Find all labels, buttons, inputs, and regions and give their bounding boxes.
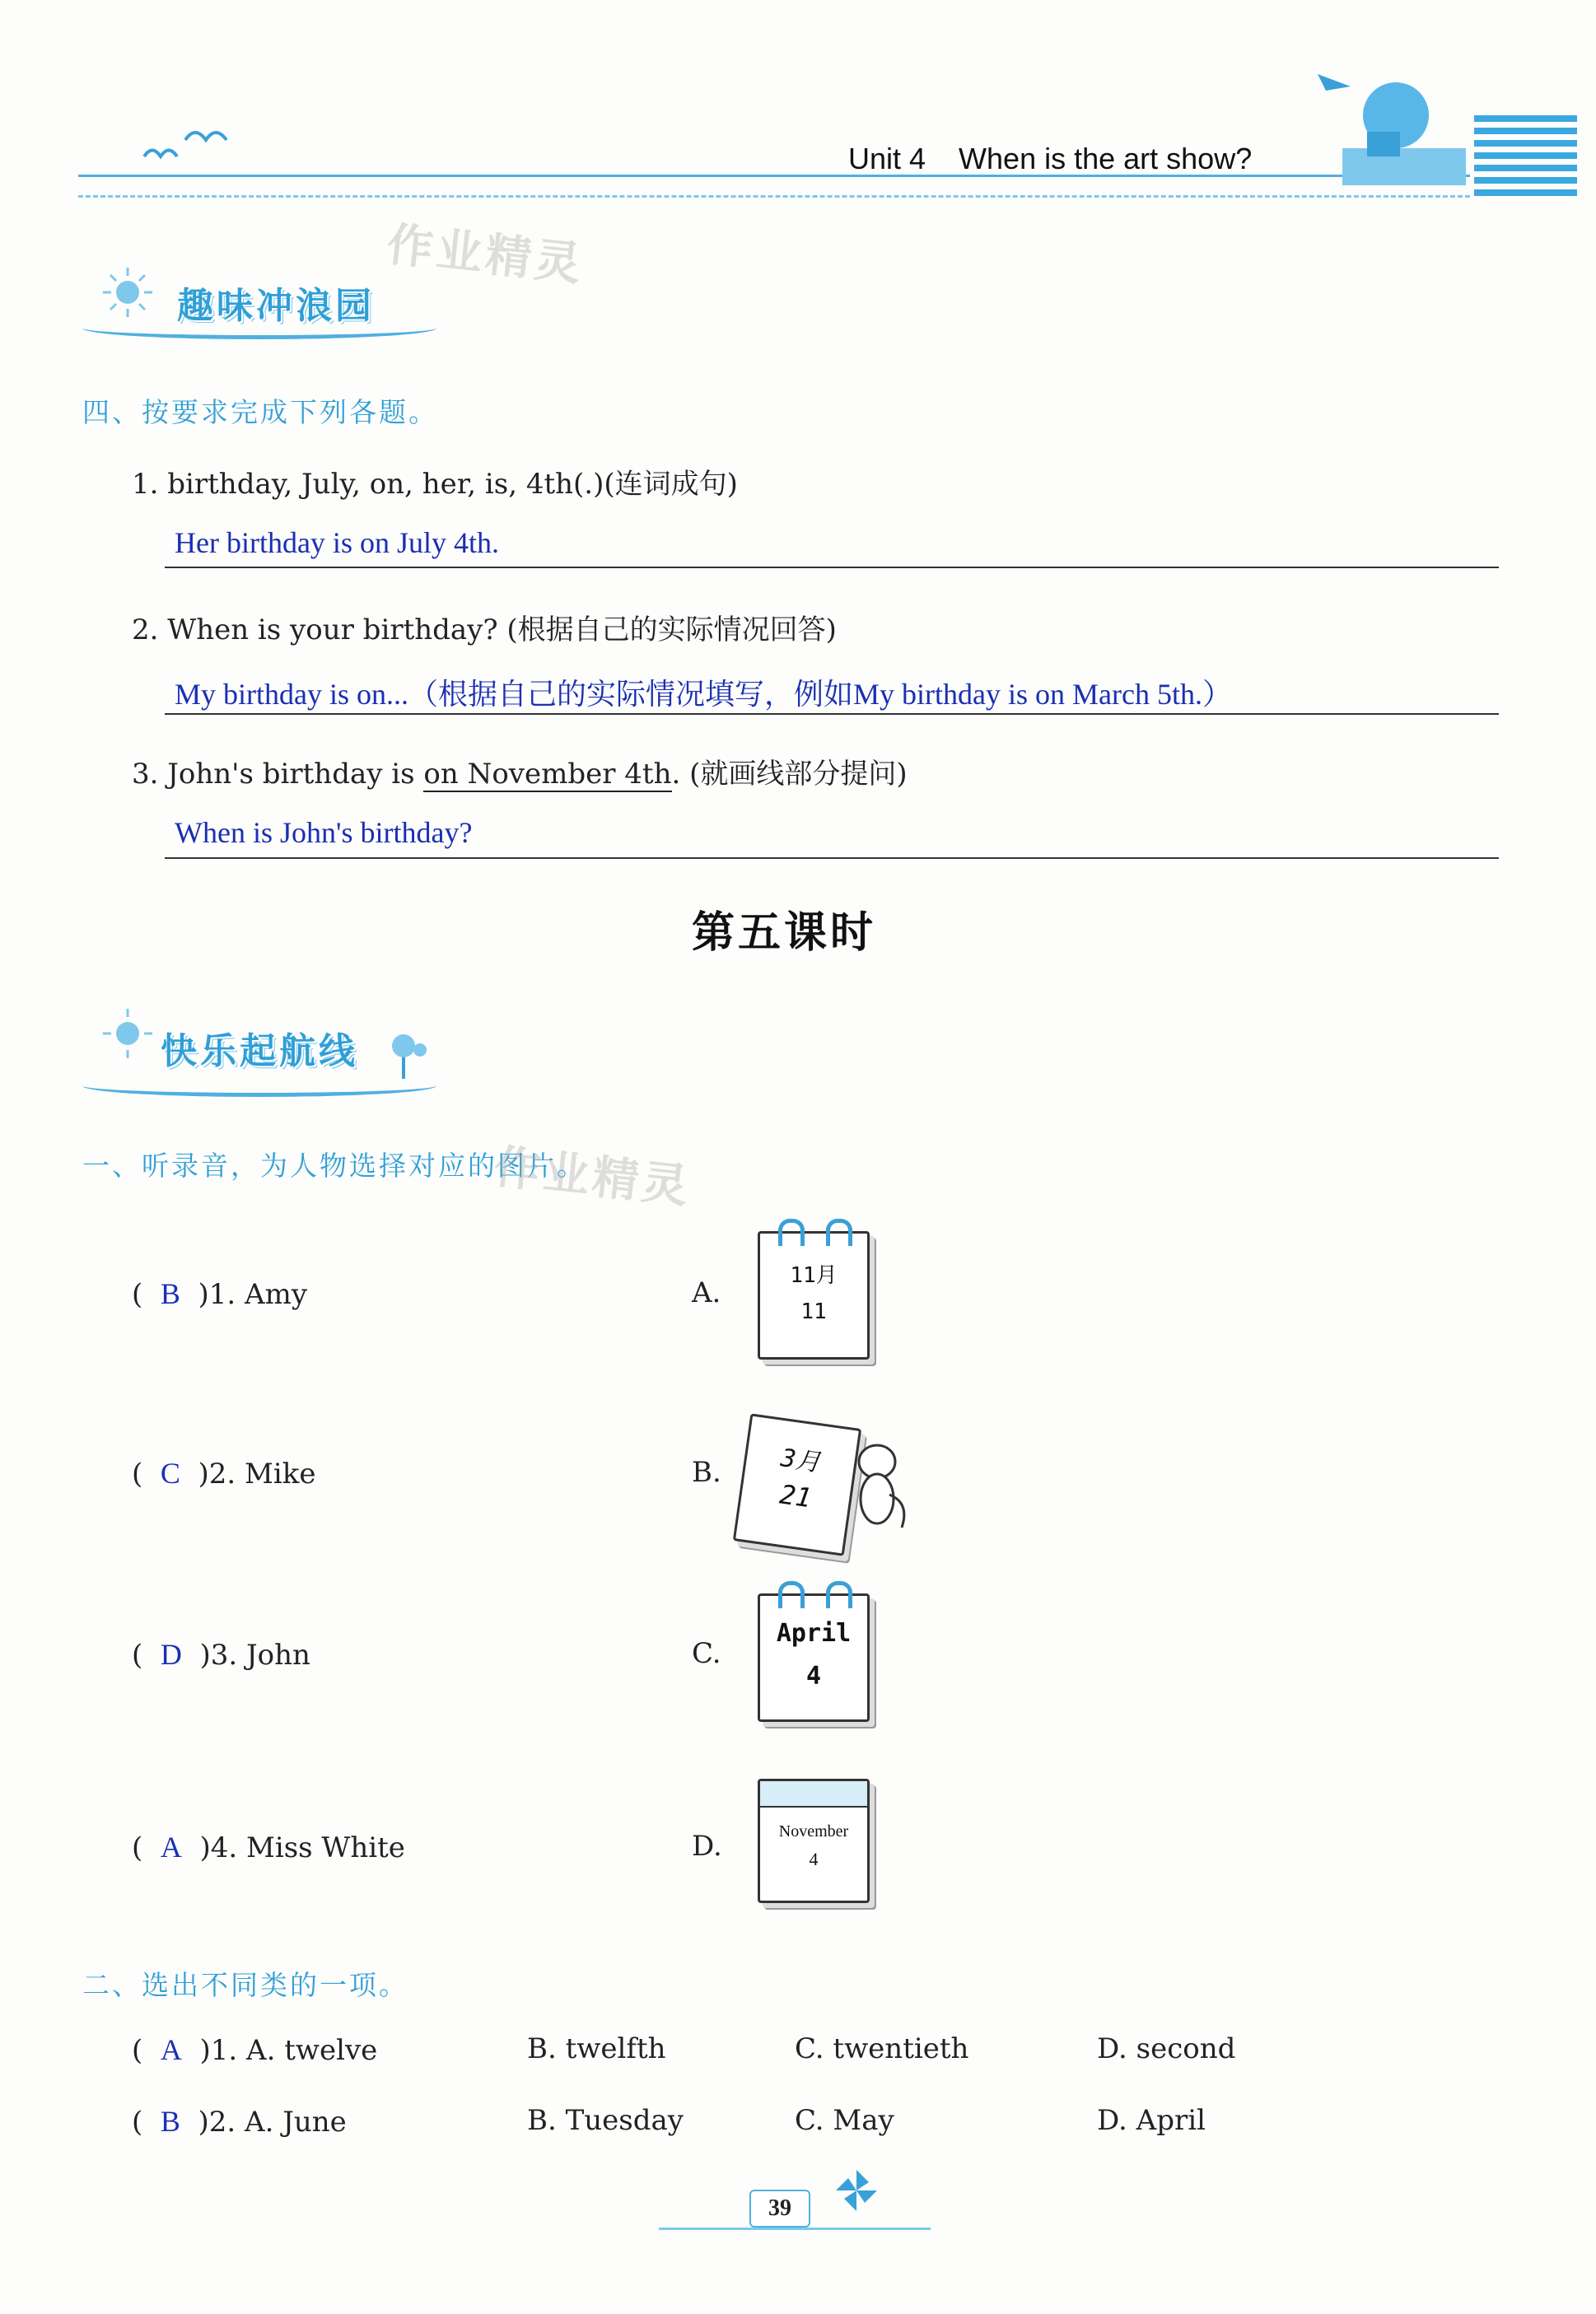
calendar-b-month: 3月 (778, 1444, 823, 1478)
choice-answer-2: C (160, 1457, 180, 1490)
choice-label-3: 3. John (210, 1639, 310, 1672)
option-letter-b: B. (692, 1456, 721, 1489)
calendar-icon-d (758, 1779, 870, 1903)
question-3-post: . (就画线部分提问) (671, 758, 908, 791)
calendar-a-month: 11月 (790, 1263, 838, 1288)
odd-option-a-2: 2. A. June (208, 2106, 347, 2139)
answer-1: Her birthday is on July 4th. (175, 526, 499, 559)
question-3-underlined: on November 4th (423, 758, 672, 791)
calendar-c-day: 4 (805, 1662, 822, 1691)
question-1: 1. birthday, July, on, her, is, 4th(.)(连词成句) (132, 468, 738, 501)
watermark: 作业精灵 (384, 217, 587, 292)
choice-row-3: ( D )3. John (132, 1638, 310, 1672)
choice-answer-3: D (160, 1638, 182, 1671)
part-1-title: 一、听录音，为人物选择对应的图片。 (82, 1150, 586, 1182)
choice-row-2: ( C )2. Mike (132, 1457, 316, 1491)
header-globe-icon (1318, 66, 1474, 193)
section-4-title: 四、按要求完成下列各题。 (82, 396, 438, 428)
odd-option-b-2: B. Tuesday (527, 2104, 684, 2137)
odd-one-row-2: ( B )2. A. June (132, 2105, 347, 2139)
banner-swoosh (82, 1075, 436, 1097)
lesson-title: 第五课时 (692, 908, 877, 958)
pinwheel-icon (832, 2166, 881, 2218)
banner-tree-icon (379, 1025, 436, 1086)
calendar-a-day: 11 (800, 1299, 827, 1324)
odd-answer-2: B (160, 2105, 180, 2138)
choice-label-1: 1. Amy (208, 1278, 308, 1311)
part-2-title: 二、选出不同类的一项。 (82, 1969, 408, 2001)
banner-swoosh (82, 317, 436, 339)
header-stripes (1474, 115, 1577, 198)
banner-sun-icon (99, 1005, 156, 1066)
answer-2: My birthday is on...（根据自己的实际情况填写，例如My birthday is on March 5th.） (175, 678, 1232, 711)
question-3 (132, 751, 908, 791)
banner-sun-icon (99, 264, 156, 324)
option-letter-a: A. (692, 1276, 721, 1309)
answer-3: When is John's birthday? (175, 816, 473, 849)
header-birds-icon (136, 124, 235, 176)
option-letter-d: D. (692, 1830, 722, 1863)
odd-answer-1: A (160, 2033, 182, 2066)
choice-row-1: ( B )1. Amy (132, 1277, 308, 1311)
calendar-icon-b (733, 1413, 861, 1556)
calendar-b-day: 21 (777, 1478, 814, 1514)
header-rule (78, 175, 1470, 198)
option-letter-c: C. (692, 1637, 721, 1670)
choice-answer-1: B (160, 1277, 180, 1310)
calendar-icon-c (758, 1593, 870, 1722)
question-2: 2. When is your birthday? (根据自己的实际情况回答) (132, 613, 837, 646)
odd-one-row-1: ( A )1. A. twelve (132, 2033, 378, 2067)
odd-option-c-1: C. twentieth (795, 2032, 969, 2065)
question-3-pre: 3. John's birthday is (132, 758, 424, 791)
choice-label-4: 4. Miss White (210, 1831, 405, 1864)
calendar-c-month: April (776, 1619, 852, 1648)
animal-icon (844, 1433, 910, 1535)
odd-option-a-1: 1. A. twelve (210, 2034, 378, 2067)
answer-line-3 (165, 857, 1499, 859)
odd-option-b-1: B. twelfth (527, 2032, 666, 2065)
footer-rule (659, 2228, 931, 2230)
banner-fun-surf: 趣味冲浪园 (177, 286, 375, 326)
choice-answer-4: A (160, 1831, 182, 1864)
watermark: 作业精灵 (491, 1140, 694, 1215)
answer-line-2 (165, 713, 1499, 715)
calendar-d-day: 4 (809, 1849, 819, 1869)
page-number: 39 (749, 2190, 810, 2228)
odd-option-c-2: C. May (795, 2104, 894, 2137)
calendar-d-month: November (778, 1822, 849, 1840)
banner-happy-sail: 快乐起航线 (161, 1031, 358, 1071)
answer-line-1 (165, 567, 1499, 568)
calendar-icon-a (758, 1231, 870, 1360)
choice-label-2: 2. Mike (208, 1458, 316, 1491)
choice-row-4: ( A )4. Miss White (132, 1831, 405, 1864)
odd-option-d-1: D. second (1097, 2032, 1236, 2065)
odd-option-d-2: D. April (1097, 2104, 1206, 2137)
header-title: Unit 4 When is the art show? (848, 142, 1253, 175)
